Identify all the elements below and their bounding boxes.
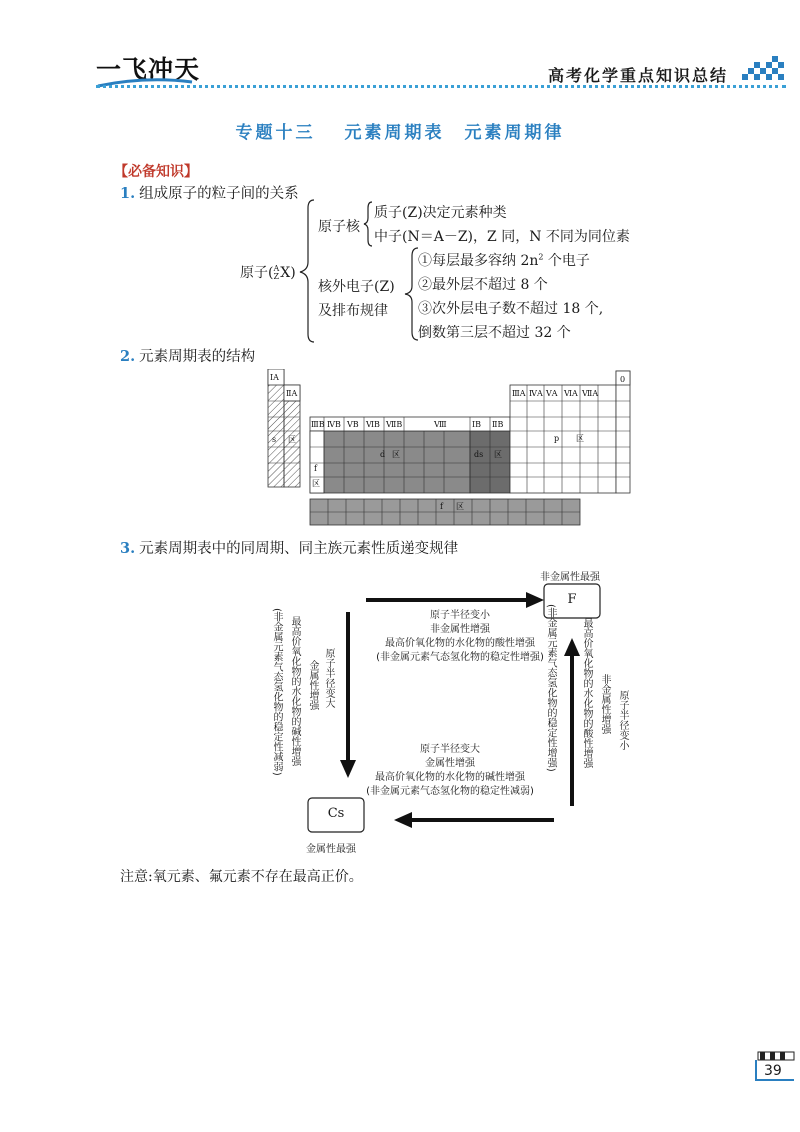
item-text: 组成原子的粒子间的关系 bbox=[139, 186, 299, 202]
bottom-text-3: 最高价氧化物的水化物的碱性增强 bbox=[375, 772, 525, 783]
zone-d: d bbox=[380, 450, 386, 459]
label-VIIA: ⅦA bbox=[582, 389, 599, 398]
element-cs: Cs bbox=[327, 806, 345, 821]
item-number: 3. bbox=[120, 540, 136, 557]
zone-s-area: 区 bbox=[288, 435, 296, 444]
item-2-heading bbox=[120, 345, 255, 366]
item-1-heading bbox=[120, 182, 299, 203]
top-text-3: 最高价氧化物的水化物的酸性增强 bbox=[385, 638, 535, 649]
zone-f: f bbox=[440, 502, 443, 511]
top-text-2: 非金属性增强 bbox=[430, 624, 490, 635]
top-text-4: (非金属元素气态氢化物的稳定性增强) bbox=[376, 652, 544, 663]
top-text-1: 原子半径变小 bbox=[430, 610, 490, 621]
atomic-number: Z bbox=[273, 272, 280, 281]
header-title: 高考化学重点知识总结 bbox=[548, 66, 729, 85]
zone-ds: ds bbox=[474, 450, 484, 459]
section-heading: 【必备知识】 bbox=[114, 164, 198, 180]
zone-p-area: 区 bbox=[576, 434, 584, 443]
metal-strongest-label: 金属性最强 bbox=[306, 844, 356, 855]
left-text-2: 最高价氧化物的水化物的碱性增强 bbox=[289, 616, 300, 766]
label-0: 0 bbox=[620, 375, 626, 384]
right-text-2: 最高价氧化物的水化物的酸性增强 bbox=[581, 618, 592, 768]
left-text-1: (非金属元素气态氢化物的稳定性减弱) bbox=[271, 608, 282, 776]
right-text-3: 非金属性增强 bbox=[599, 674, 610, 734]
bottom-text-1: 原子半径变大 bbox=[420, 744, 480, 755]
note-text: 注意:氧元素、氟元素不存在最高正价。 bbox=[120, 869, 363, 885]
bottom-text-4: (非金属元素气态氢化物的稳定性减弱) bbox=[366, 786, 534, 797]
rule-1 bbox=[418, 250, 590, 270]
label-IIIB: ⅢB bbox=[311, 420, 325, 429]
label-IB: ⅠB bbox=[472, 420, 482, 429]
atom-root-text: 原子( bbox=[240, 265, 274, 281]
page-number: 39 bbox=[764, 1063, 782, 1079]
periodic-table-diagram bbox=[264, 369, 634, 529]
nucleus-label: 原子核 bbox=[318, 219, 360, 235]
label-IIA: ⅡA bbox=[286, 389, 298, 398]
item-number: 2. bbox=[120, 348, 136, 365]
right-text-1: (非金属元素气态氢化物的稳定性增强) bbox=[545, 604, 556, 772]
label-VIB: ⅥB bbox=[366, 420, 380, 429]
electron-label-2: 及排布规律 bbox=[318, 303, 388, 319]
label-IIB: ⅡB bbox=[492, 420, 504, 429]
header-divider bbox=[96, 85, 786, 89]
nonmetal-strongest-label: 非金属性最强 bbox=[540, 572, 600, 583]
label-VB: ⅤB bbox=[347, 420, 359, 429]
element-f: F bbox=[567, 592, 577, 607]
zone-s: s bbox=[272, 435, 277, 444]
rule-3: ③次外层电子数不超过 18 个, bbox=[418, 301, 604, 317]
atom-root-close: X) bbox=[280, 265, 296, 281]
electron-label-1: 核外电子(Z) bbox=[318, 279, 395, 295]
label-IIIA: ⅢA bbox=[512, 389, 526, 398]
zone-p: p bbox=[554, 434, 560, 443]
left-text-4: 原子半径变大 bbox=[323, 648, 334, 708]
rule-1-tail: 个电子 bbox=[543, 253, 590, 269]
zone-f-area: 区 bbox=[456, 502, 464, 511]
label-IA: ⅠA bbox=[270, 373, 279, 382]
proton-line: 质子(Z)决定元素种类 bbox=[374, 205, 507, 221]
item-text: 元素周期表中的同周期、同主族元素性质递变规律 bbox=[139, 541, 459, 557]
rule-4: 倒数第三层不超过 32 个 bbox=[418, 325, 571, 341]
brand-logo: 一飞冲天 bbox=[96, 55, 201, 84]
rule-1-text: ①每层最多容纳 2n bbox=[418, 253, 539, 269]
mass-number: A bbox=[273, 264, 280, 273]
zone-f-top: f bbox=[314, 464, 317, 473]
rule-1-exponent: 2 bbox=[538, 252, 544, 262]
label-IVA: ⅣA bbox=[529, 389, 543, 398]
rule-2: ②最外层不超过 8 个 bbox=[418, 277, 548, 293]
page-title: 专题十三 元素周期表 元素周期律 bbox=[235, 123, 565, 143]
atom-root bbox=[240, 262, 296, 282]
neutron-line: 中子(N＝A－Z)，Z 同，N 不同为同位素 bbox=[374, 229, 630, 245]
zone-f-top-area: 区 bbox=[312, 479, 320, 488]
zone-ds-area: 区 bbox=[494, 450, 502, 459]
label-VA: ⅤA bbox=[546, 389, 558, 398]
zone-d-area: 区 bbox=[392, 450, 400, 459]
item-number: 1. bbox=[120, 185, 136, 202]
label-IVB: ⅣB bbox=[327, 420, 341, 429]
checker-flag-icon bbox=[722, 56, 784, 86]
label-VIII: Ⅷ bbox=[434, 420, 447, 429]
bottom-text-2: 金属性增强 bbox=[425, 758, 475, 769]
item-text: 元素周期表的结构 bbox=[139, 349, 256, 365]
item-3-heading bbox=[120, 537, 458, 558]
right-text-4: 原子半径变小 bbox=[617, 690, 628, 750]
label-VIA: ⅥA bbox=[564, 389, 578, 398]
label-VIIB: ⅦB bbox=[386, 420, 403, 429]
left-text-3: 金属性增强 bbox=[307, 660, 318, 710]
